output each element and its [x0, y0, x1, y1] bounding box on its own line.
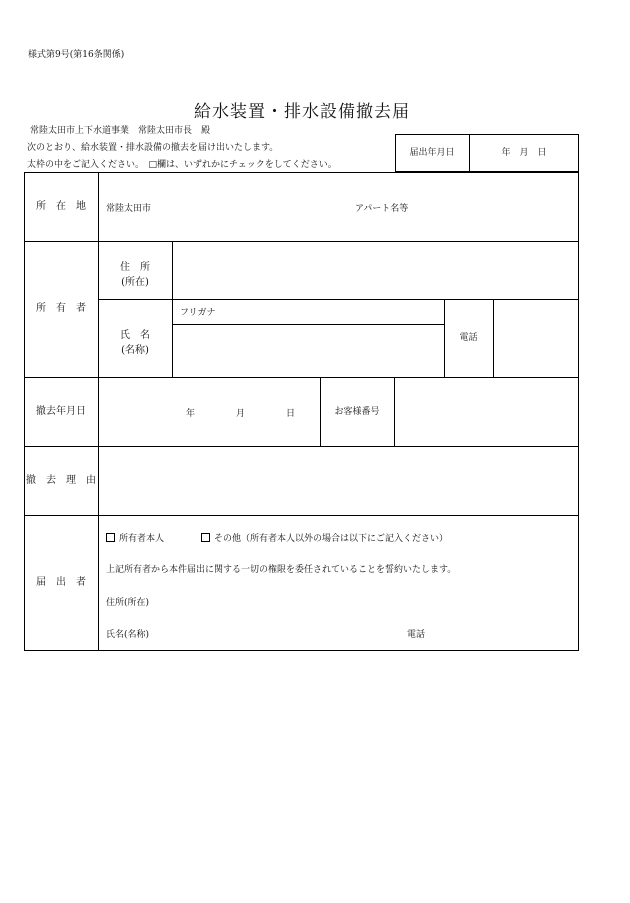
removal-year-label: 年	[186, 409, 196, 419]
removal-reason-label: 撤 去 理 由	[26, 474, 96, 486]
location-address-field[interactable]	[160, 180, 340, 232]
removal-day-label: 日	[286, 409, 296, 419]
option-other-label: その他（所有者本人以外の場合は以下にご記入ください）	[214, 534, 449, 544]
page-title: 給水装置・排水設備撤去届	[194, 102, 410, 122]
option-owner[interactable]	[106, 531, 164, 544]
applicant-name-field[interactable]	[160, 622, 400, 642]
owner-name-field[interactable]	[175, 327, 441, 375]
owner-address-field[interactable]	[175, 244, 575, 296]
instruction-text: 太枠の中をご記入ください。 □欄は、いずれかにチェックをしてください。	[27, 160, 337, 170]
owner-label: 所 有 者	[36, 303, 86, 314]
furigana-field[interactable]	[230, 302, 440, 322]
pledge-text: 上記所有者から本件届出に関する一切の権限を委任されていることを誓約いたします。	[106, 565, 457, 575]
owner-checkbox[interactable]	[106, 533, 115, 542]
removal-month-label: 月	[236, 409, 246, 419]
applicant-label: 届 出 者	[36, 577, 86, 588]
addressee: 常陸太田市上下水道事業 常陸太田市長 殿	[30, 126, 211, 136]
removal-date-field[interactable]	[102, 380, 316, 442]
customer-number-label: お客様番号	[334, 406, 380, 417]
form-number: 様式第9号(第16条関係)	[28, 50, 125, 60]
filing-date-field[interactable]: 年 月 日	[501, 148, 547, 158]
owner-name-label: 氏 名	[120, 330, 150, 341]
location-label: 所 在 地	[36, 200, 86, 212]
owner-name-sub-label: (名称)	[121, 345, 149, 356]
applicant-phone-field[interactable]	[432, 622, 572, 642]
removal-reason-field[interactable]	[102, 449, 575, 511]
applicant-address-field[interactable]	[160, 590, 570, 610]
owner-phone-label: 電話	[459, 333, 478, 343]
customer-number-field[interactable]	[397, 380, 575, 442]
owner-phone-field[interactable]	[496, 302, 576, 374]
option-owner-label: 所有者本人	[119, 534, 165, 544]
applicant-address-label: 住所(所在)	[106, 598, 150, 608]
intro-text: 次のとおり、給水装置・排水設備の撤去を届け出いたします。	[27, 143, 279, 153]
removal-date-label: 撤去年月日	[36, 405, 86, 417]
location-city: 常陸太田市	[106, 204, 152, 214]
owner-address-label: 住 所	[120, 262, 150, 273]
other-checkbox[interactable]	[201, 533, 210, 542]
applicant-phone-label: 電話	[407, 630, 426, 640]
apartment-name-field[interactable]	[420, 180, 570, 232]
filing-date-label: 届出年月日	[409, 148, 455, 158]
applicant-name-label: 氏名(名称)	[106, 630, 150, 640]
option-other[interactable]	[201, 531, 448, 544]
owner-address-sub-label: (所在)	[121, 277, 149, 288]
apartment-label: アパート名等	[355, 204, 409, 214]
furigana-label: フリガナ	[180, 308, 216, 318]
